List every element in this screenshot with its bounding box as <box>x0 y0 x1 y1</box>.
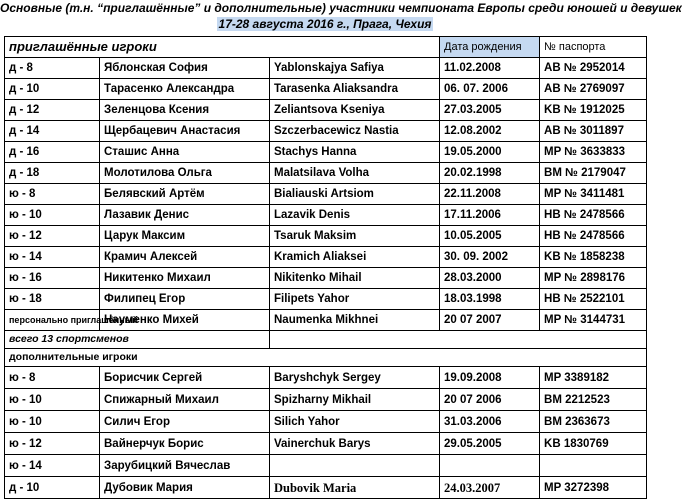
name-en-cell: Silich Yahor <box>270 411 440 433</box>
name-ru-cell: Филипец Егор <box>100 289 270 310</box>
dob-cell: 20 07 2006 <box>440 389 540 411</box>
participants-table <box>4 36 647 499</box>
dob-cell: 22.11.2008 <box>440 184 540 205</box>
name-en-cell: Kramich Aliaksei <box>270 247 440 268</box>
passport-cell: BM 2363673 <box>540 411 647 433</box>
total-row <box>5 331 647 349</box>
dob-cell: 24.03.2007 <box>440 477 540 499</box>
table-row <box>5 455 647 477</box>
dob-cell: 10.05.2005 <box>440 226 540 247</box>
category-cell: ю - 16 <box>5 268 100 289</box>
name-ru-cell: Тарасенко Александра <box>100 79 270 100</box>
event-dates: 17-28 августа 2016 г., Прага, Чехия <box>218 17 432 31</box>
dob-cell: 28.03.2000 <box>440 268 540 289</box>
category-cell: ю - 10 <box>5 411 100 433</box>
table-row <box>5 205 647 226</box>
passport-cell: MP № 3411481 <box>540 184 647 205</box>
name-en-cell: Lazavik Denis <box>270 205 440 226</box>
passport-cell: BM № 2179047 <box>540 163 647 184</box>
table-row <box>5 389 647 411</box>
category-cell: ю - 8 <box>5 184 100 205</box>
passport-cell: AB № 2952014 <box>540 58 647 79</box>
name-ru-cell: Крамич Алексей <box>100 247 270 268</box>
document-title: Основные (т.н. “приглашённые” и дополнительные) участники чемпионата Европы среди юношей и девушек <box>0 1 682 15</box>
passport-cell: MP № 3633833 <box>540 142 647 163</box>
table-row <box>5 121 647 142</box>
table-row <box>5 411 647 433</box>
name-ru-cell: Науменко Михей <box>100 310 270 331</box>
name-ru-cell: Царук Максим <box>100 226 270 247</box>
table-row <box>5 367 647 389</box>
dob-cell: 19.09.2008 <box>440 367 540 389</box>
passport-cell: MP № 3144731 <box>540 310 647 331</box>
name-ru-cell: Сташис Анна <box>100 142 270 163</box>
name-ru-cell: Белявский Артём <box>100 184 270 205</box>
passport-cell: AB № 2769097 <box>540 79 647 100</box>
section-additional-label: дополнительные игроки <box>5 349 647 367</box>
passport-cell <box>540 455 647 477</box>
passport-cell: BM 2212523 <box>540 389 647 411</box>
name-en-cell: Szczerbacewicz Nastia <box>270 121 440 142</box>
name-ru-cell: Яблонская София <box>100 58 270 79</box>
name-en-cell: Spizharny Mikhail <box>270 389 440 411</box>
dob-cell: 12.08.2002 <box>440 121 540 142</box>
table-row <box>5 310 647 331</box>
name-ru-cell: Молотилова Ольга <box>100 163 270 184</box>
column-header-dob: Дата рождения <box>440 37 540 58</box>
passport-cell: HB № 2478566 <box>540 226 647 247</box>
table-row <box>5 163 647 184</box>
dob-cell: 18.03.1998 <box>440 289 540 310</box>
table-header-row <box>5 37 647 58</box>
name-en-cell: Vainerchuk Barys <box>270 433 440 455</box>
name-en-cell: Yablonskajya Safiya <box>270 58 440 79</box>
table-row <box>5 433 647 455</box>
dob-cell: 20 07 2007 <box>440 310 540 331</box>
category-cell: д - 18 <box>5 163 100 184</box>
category-cell: д - 8 <box>5 58 100 79</box>
category-cell: д - 16 <box>5 142 100 163</box>
table-row <box>5 100 647 121</box>
dob-cell: 27.03.2005 <box>440 100 540 121</box>
dob-cell: 20.02.1998 <box>440 163 540 184</box>
name-en-cell: Bialiauski Artsiom <box>270 184 440 205</box>
name-ru-cell: Никитенко Михаил <box>100 268 270 289</box>
name-en-cell: Baryshchyk Sergey <box>270 367 440 389</box>
name-en-cell <box>270 455 440 477</box>
name-ru-cell: Силич Егор <box>100 411 270 433</box>
table-row <box>5 289 647 310</box>
category-cell: д - 10 <box>5 477 100 499</box>
name-ru-cell: Зеленцова Ксения <box>100 100 270 121</box>
dob-cell: 31.03.2006 <box>440 411 540 433</box>
section-invited-label: приглашённые игроки <box>5 37 440 58</box>
passport-cell: MP № 2898176 <box>540 268 647 289</box>
name-ru-cell: Щербацевич Анастасия <box>100 121 270 142</box>
passport-cell: KB № 1912025 <box>540 100 647 121</box>
name-ru-cell: Вайнерчук Борис <box>100 433 270 455</box>
category-cell: ю - 12 <box>5 433 100 455</box>
passport-cell: KB № 1858238 <box>540 247 647 268</box>
category-cell: д - 10 <box>5 79 100 100</box>
category-cell: ю - 10 <box>5 205 100 226</box>
document-subtitle <box>0 16 650 33</box>
name-en-cell: Naumenka Mikhnei <box>270 310 440 331</box>
category-cell: ю - 18 <box>5 289 100 310</box>
table-row <box>5 142 647 163</box>
dob-cell: 11.02.2008 <box>440 58 540 79</box>
passport-cell: AB № 3011897 <box>540 121 647 142</box>
table-row <box>5 268 647 289</box>
name-ru-cell: Зарубицкий Вячеслав <box>100 455 270 477</box>
passport-cell: KB 1830769 <box>540 433 647 455</box>
table-row <box>5 247 647 268</box>
dob-cell: 17.11.2006 <box>440 205 540 226</box>
name-en-cell: Tarasenka Aliaksandra <box>270 79 440 100</box>
category-cell: д - 12 <box>5 100 100 121</box>
column-header-passport: № паспорта <box>540 37 647 58</box>
category-cell: ю - 14 <box>5 247 100 268</box>
table-row <box>5 226 647 247</box>
name-ru-cell: Лазавик Денис <box>100 205 270 226</box>
name-en-cell: Tsaruk Maksim <box>270 226 440 247</box>
empty-cell <box>270 331 647 349</box>
passport-cell: HB № 2478566 <box>540 205 647 226</box>
dob-cell: 06. 07. 2006 <box>440 79 540 100</box>
name-ru-cell: Спижарный Михаил <box>100 389 270 411</box>
name-en-cell: Malatsilava Volha <box>270 163 440 184</box>
dob-cell <box>440 455 540 477</box>
category-cell: ю - 8 <box>5 367 100 389</box>
name-en-cell: Dubovik Maria <box>270 477 440 499</box>
section-additional-row <box>5 349 647 367</box>
table-row <box>5 79 647 100</box>
name-en-cell: Nikitenko Mihail <box>270 268 440 289</box>
dob-cell: 29.05.2005 <box>440 433 540 455</box>
name-ru-cell: Борисчик Сергей <box>100 367 270 389</box>
category-cell: ю - 10 <box>5 389 100 411</box>
category-cell: персонально приглашённый <box>5 310 100 331</box>
dob-cell: 19.05.2000 <box>440 142 540 163</box>
table-row <box>5 184 647 205</box>
category-cell: д - 14 <box>5 121 100 142</box>
table-row <box>5 477 647 499</box>
passport-cell: MP 3389182 <box>540 367 647 389</box>
name-en-cell: Zeliantsova Kseniya <box>270 100 440 121</box>
name-ru-cell: Дубовик Мария <box>100 477 270 499</box>
dob-cell: 30. 09. 2002 <box>440 247 540 268</box>
table-row <box>5 58 647 79</box>
category-cell: ю - 14 <box>5 455 100 477</box>
passport-cell: HB № 2522101 <box>540 289 647 310</box>
passport-cell: MP 3272398 <box>540 477 647 499</box>
name-en-cell: Stachys Hanna <box>270 142 440 163</box>
name-en-cell: Filipets Yahor <box>270 289 440 310</box>
category-cell: ю - 12 <box>5 226 100 247</box>
total-count: всего 13 спортсменов <box>5 331 270 349</box>
